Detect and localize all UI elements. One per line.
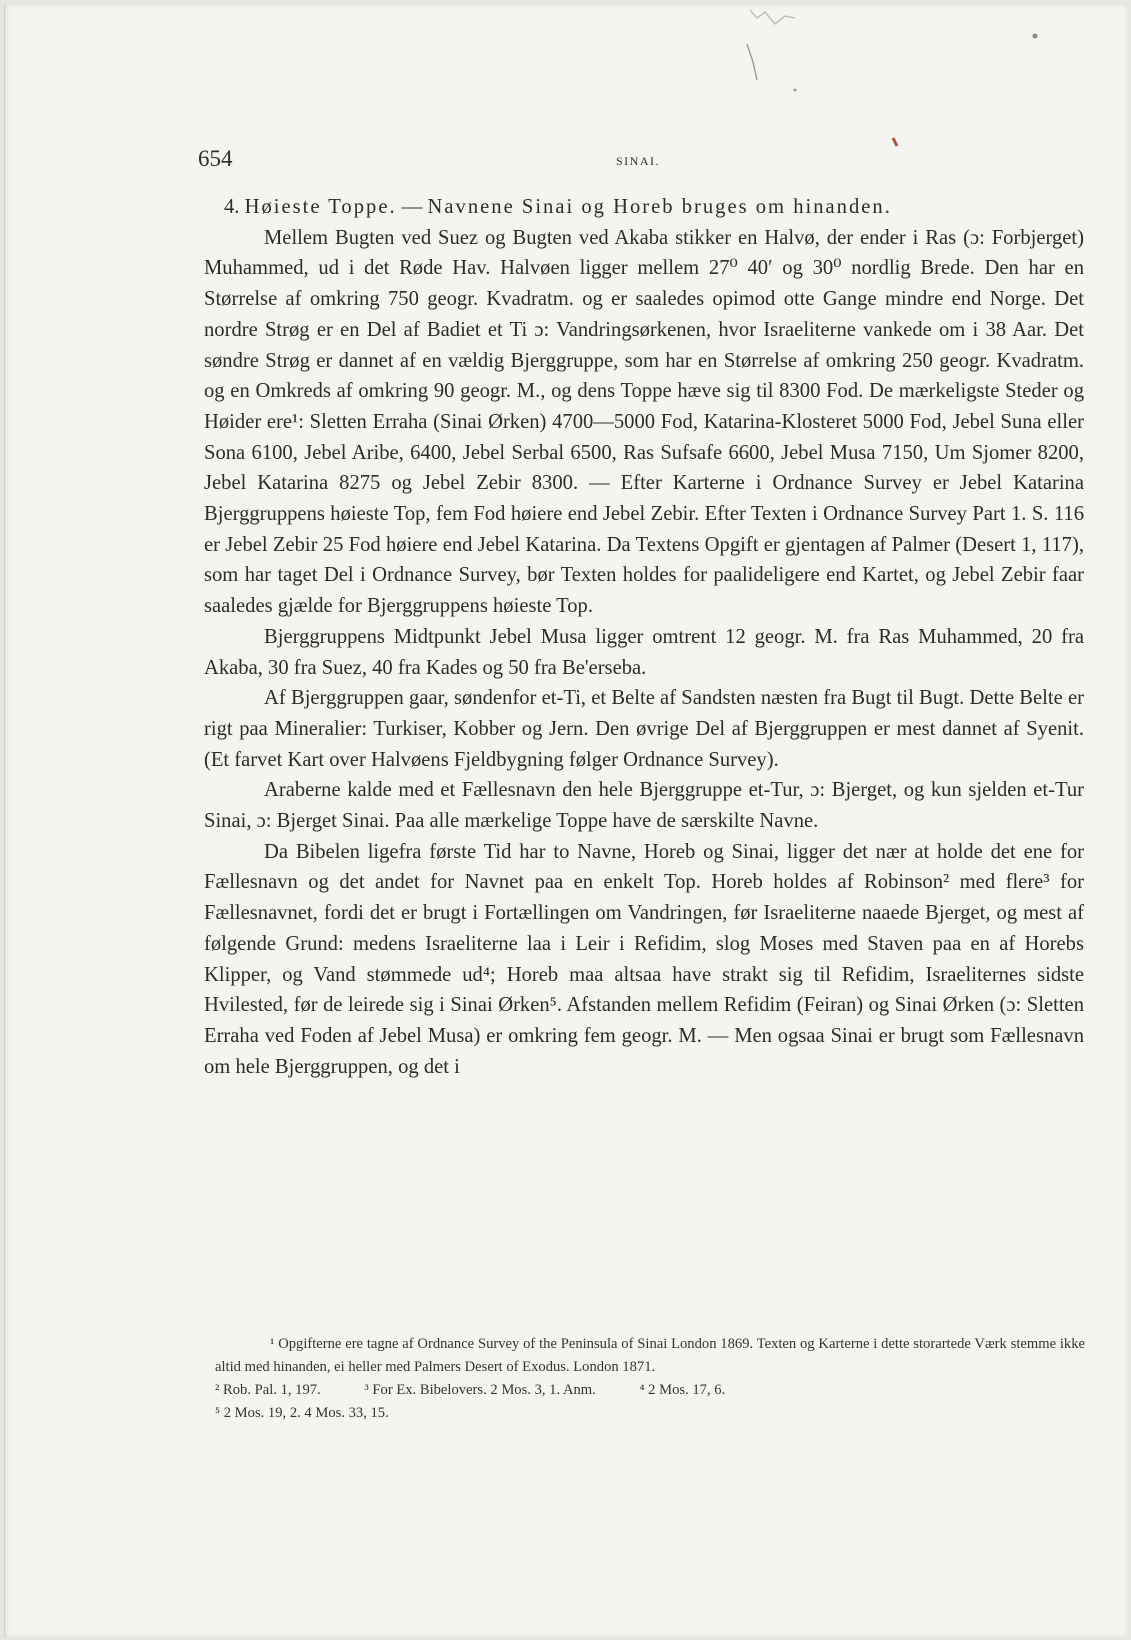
body-text bbox=[204, 192, 1084, 1082]
footnote-line bbox=[215, 1379, 1085, 1402]
paragraph: Da Bibelen ligefra første Tid har to Navne, Horeb og Sinai, ligger det nær at holde det ene for Fællesnavn og det andet for Navnet paa en enkelt Top. Horeb holdes af Robinson² med flere³ for Fællesnavnet, fordi det er brugt i Fortællingen om Vandringen, før Israeliterne naaede Bjerget, og mest af følgende Grund: medens Israeliterne laa i Leir i Refidim, slog Moses med Staven paa en af Horebs Klipper, og Vand stømmede ud⁴; Horeb maa altsaa have strakt sig til Refidim, Israeliternes sidste Hvilested, før de leirede sig i Sinai Ørken⁵. Afstanden mellem Refidim (Feiran) og Sinai Ørken (ɔ: Sletten Erraha ved Foden af Jebel Musa) er omkring fem geogr. M. — Men ogsaa Sinai er brugt som Fællesnavn om hele Bjerggruppen, og det i bbox=[204, 840, 1084, 1078]
footnote-3: ³ For Ex. Bibelovers. 2 Mos. 3, 1. Anm. bbox=[364, 1382, 596, 1398]
section-heading bbox=[224, 192, 1084, 223]
running-title: SINAI. bbox=[616, 154, 660, 168]
paragraph: Mellem Bugten ved Suez og Bugten ved Akaba stikker en Halvø, der ender i Ras (ɔ: Forbjerget) Muhammed, ud i det Røde Hav. Halvøen ligger mellem 27⁰ 40′ og 30⁰ nordlig Brede. Den har en Størrelse af omkring 750 geogr. Kvadratm. og er saaledes opimod otte Gange mindre end Norge. Det nordre Strøg er en Del af Badiet et Ti ɔ: Vandringsørkenen, hvor Israeliterne vankede om i 38 Aar. Det søndre Strøg er dannet af en vældig Bjerggruppe, som har en Størrelse af omkring 250 geogr. Kvadratm. og en Omkreds af omkring 90 geogr. M., og dens Toppe hæve sig til 8300 Fod. De mærkeligste Steder og Høider ere¹: Sletten Erraha (Sinai Ørken) 4700—5000 Fod, Katarina-Klosteret 5000 Fod, Jebel Suna eller Sona 6100, Jebel Aribe, 6400, Jebel Serbal 6500, Ras Sufsafe 6600, Jebel Musa 7150, Um Sjomer 8200, Jebel Katarina 8275 og Jebel Zebir 8300. — Efter Karterne i Ordnance Survey er Jebel Katarina Bjerggruppens høieste Top, fem Fod høiere end Jebel Zebir. Efter Texten i Ordnance Survey Part 1. S. 116 er Jebel Zebir 25 Fod høiere end Jebel Katarina. Da Textens Opgift er gjentagen af Palmer (Desert 1, 117), som har taget Del i Ordnance Survey, bør Texten holdes for paalideligere end Kartet, og Jebel Zebir faar saaledes gjælde for Bjerggruppens høieste Top. bbox=[204, 226, 1084, 618]
section-subtitle: Navnene Sinai og Horeb bruges om hinanden. bbox=[427, 196, 892, 218]
footnote-1: ¹ Opgifterne ere tagne af Ordnance Survey of the Peninsula of Sinai London 1869. Texten og Karterne i dette storartede Værk stemme ikke altid med hinanden, ei heller med Palmers Desert of Exodus. London 1871. bbox=[215, 1336, 1085, 1375]
page-header bbox=[198, 146, 1078, 176]
footnote-2: ² Rob. Pal. 1, 197. bbox=[215, 1382, 321, 1398]
paragraph: Bjerggruppens Midtpunkt Jebel Musa ligger omtrent 12 geogr. M. fra Ras Muhammed, 20 fra Akaba, 30 fra Suez, 40 fra Kades og 50 fra Be'erseba. bbox=[204, 625, 1084, 679]
paper-specks bbox=[5, 4, 1131, 164]
paragraph: Af Bjerggruppen gaar, søndenfor et-Ti, et Belte af Sandsten næsten fra Bugt til Bugt. Dette Belte er rigt paa Mineralier: Turkiser, Kobber og Jern. Den øvrige Del af Bjerggruppen er mest dannet af Syenit. (Et farvet Kart over Halvøens Fjeldbygning følger Ordnance Survey). bbox=[204, 687, 1084, 771]
section-number: 4. bbox=[224, 196, 240, 218]
page-number: 654 bbox=[198, 146, 233, 171]
footnotes bbox=[215, 1333, 1085, 1425]
footnote-4: ⁴ 2 Mos. 17, 6. bbox=[639, 1382, 726, 1398]
paragraph: Araberne kalde med et Fællesnavn den hele Bjerggruppe et-Tur, ɔ: Bjerget, og kun sjelden et-Tur Sinai, ɔ: Bjerget Sinai. Paa alle mærkelige Toppe have de særskilte Navne. bbox=[204, 779, 1084, 833]
footnote-5: ⁵ 2 Mos. 19, 2. 4 Mos. 33, 15. bbox=[215, 1405, 389, 1421]
section-dash: — bbox=[401, 196, 423, 218]
section-title: Høieste Toppe. bbox=[244, 196, 397, 218]
